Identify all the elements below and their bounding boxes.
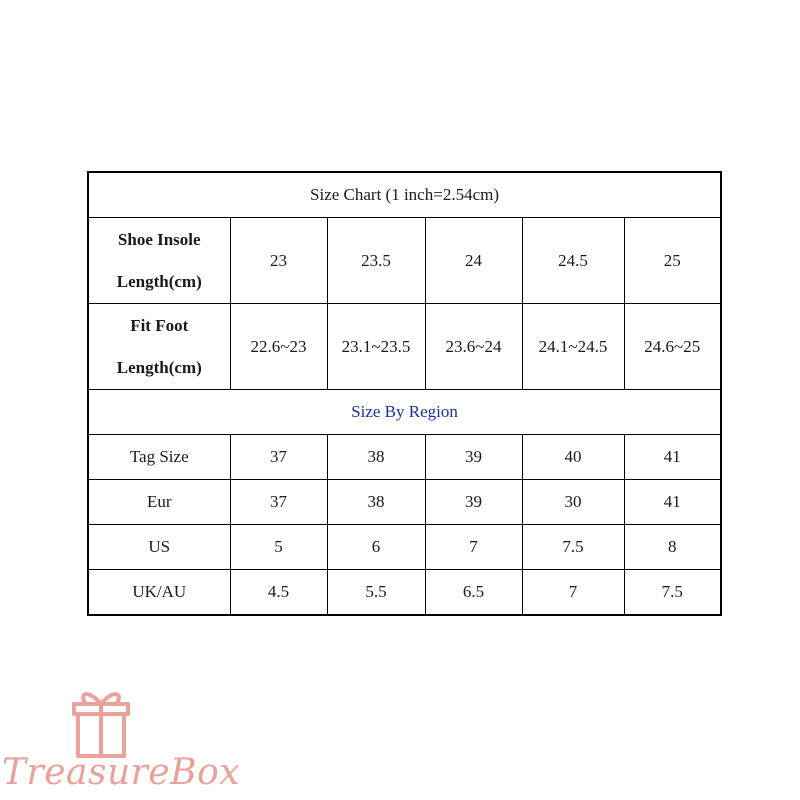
region-value: 41 [624, 435, 721, 480]
region-value: 7 [425, 525, 522, 570]
fit-foot-row [88, 304, 721, 390]
region-value: 38 [327, 435, 425, 480]
brand-logo-text: TreasureBox [2, 752, 241, 793]
region-header-row [88, 390, 721, 435]
region-row-eur [88, 480, 721, 525]
title-row [88, 172, 721, 218]
region-row-uk-au [88, 570, 721, 616]
fit-foot-value: 24.1~24.5 [522, 304, 624, 390]
region-label: UK/AU [88, 570, 230, 616]
region-value: 8 [624, 525, 721, 570]
region-label: Tag Size [88, 435, 230, 480]
region-value: 40 [522, 435, 624, 480]
region-value: 30 [522, 480, 624, 525]
region-value: 5.5 [327, 570, 425, 616]
fit-foot-value: 24.6~25 [624, 304, 721, 390]
region-label: Eur [88, 480, 230, 525]
brand-logo [0, 684, 241, 800]
region-value: 41 [624, 480, 721, 525]
fit-foot-value: 23.6~24 [425, 304, 522, 390]
region-value: 7.5 [624, 570, 721, 616]
region-value: 39 [425, 480, 522, 525]
insole-row [88, 218, 721, 304]
insole-value: 25 [624, 218, 721, 304]
chart-title: Size Chart (1 inch=2.54cm) [88, 172, 721, 218]
region-value: 7.5 [522, 525, 624, 570]
region-row-us [88, 525, 721, 570]
fit-foot-label-line1: Fit Foot [130, 315, 189, 335]
insole-value: 23 [230, 218, 327, 304]
region-value: 38 [327, 480, 425, 525]
insole-value: 24.5 [522, 218, 624, 304]
region-value: 39 [425, 435, 522, 480]
region-value: 37 [230, 480, 327, 525]
region-row-tag-size [88, 435, 721, 480]
fit-foot-value: 23.1~23.5 [327, 304, 425, 390]
region-value: 6 [327, 525, 425, 570]
insole-label [88, 218, 230, 304]
size-chart-table [87, 171, 722, 616]
region-value: 4.5 [230, 570, 327, 616]
region-value: 37 [230, 435, 327, 480]
insole-label-line1: Shoe Insole [117, 229, 201, 249]
region-label: US [88, 525, 230, 570]
fit-foot-label-line2: Length(cm) [116, 357, 202, 377]
fit-foot-value: 22.6~23 [230, 304, 327, 390]
insole-label-line2: Length(cm) [116, 271, 202, 291]
region-header: Size By Region [88, 390, 721, 435]
region-value: 5 [230, 525, 327, 570]
region-value: 6.5 [425, 570, 522, 616]
insole-value: 23.5 [327, 218, 425, 304]
region-value: 7 [522, 570, 624, 616]
insole-value: 24 [425, 218, 522, 304]
fit-foot-label [88, 304, 230, 390]
